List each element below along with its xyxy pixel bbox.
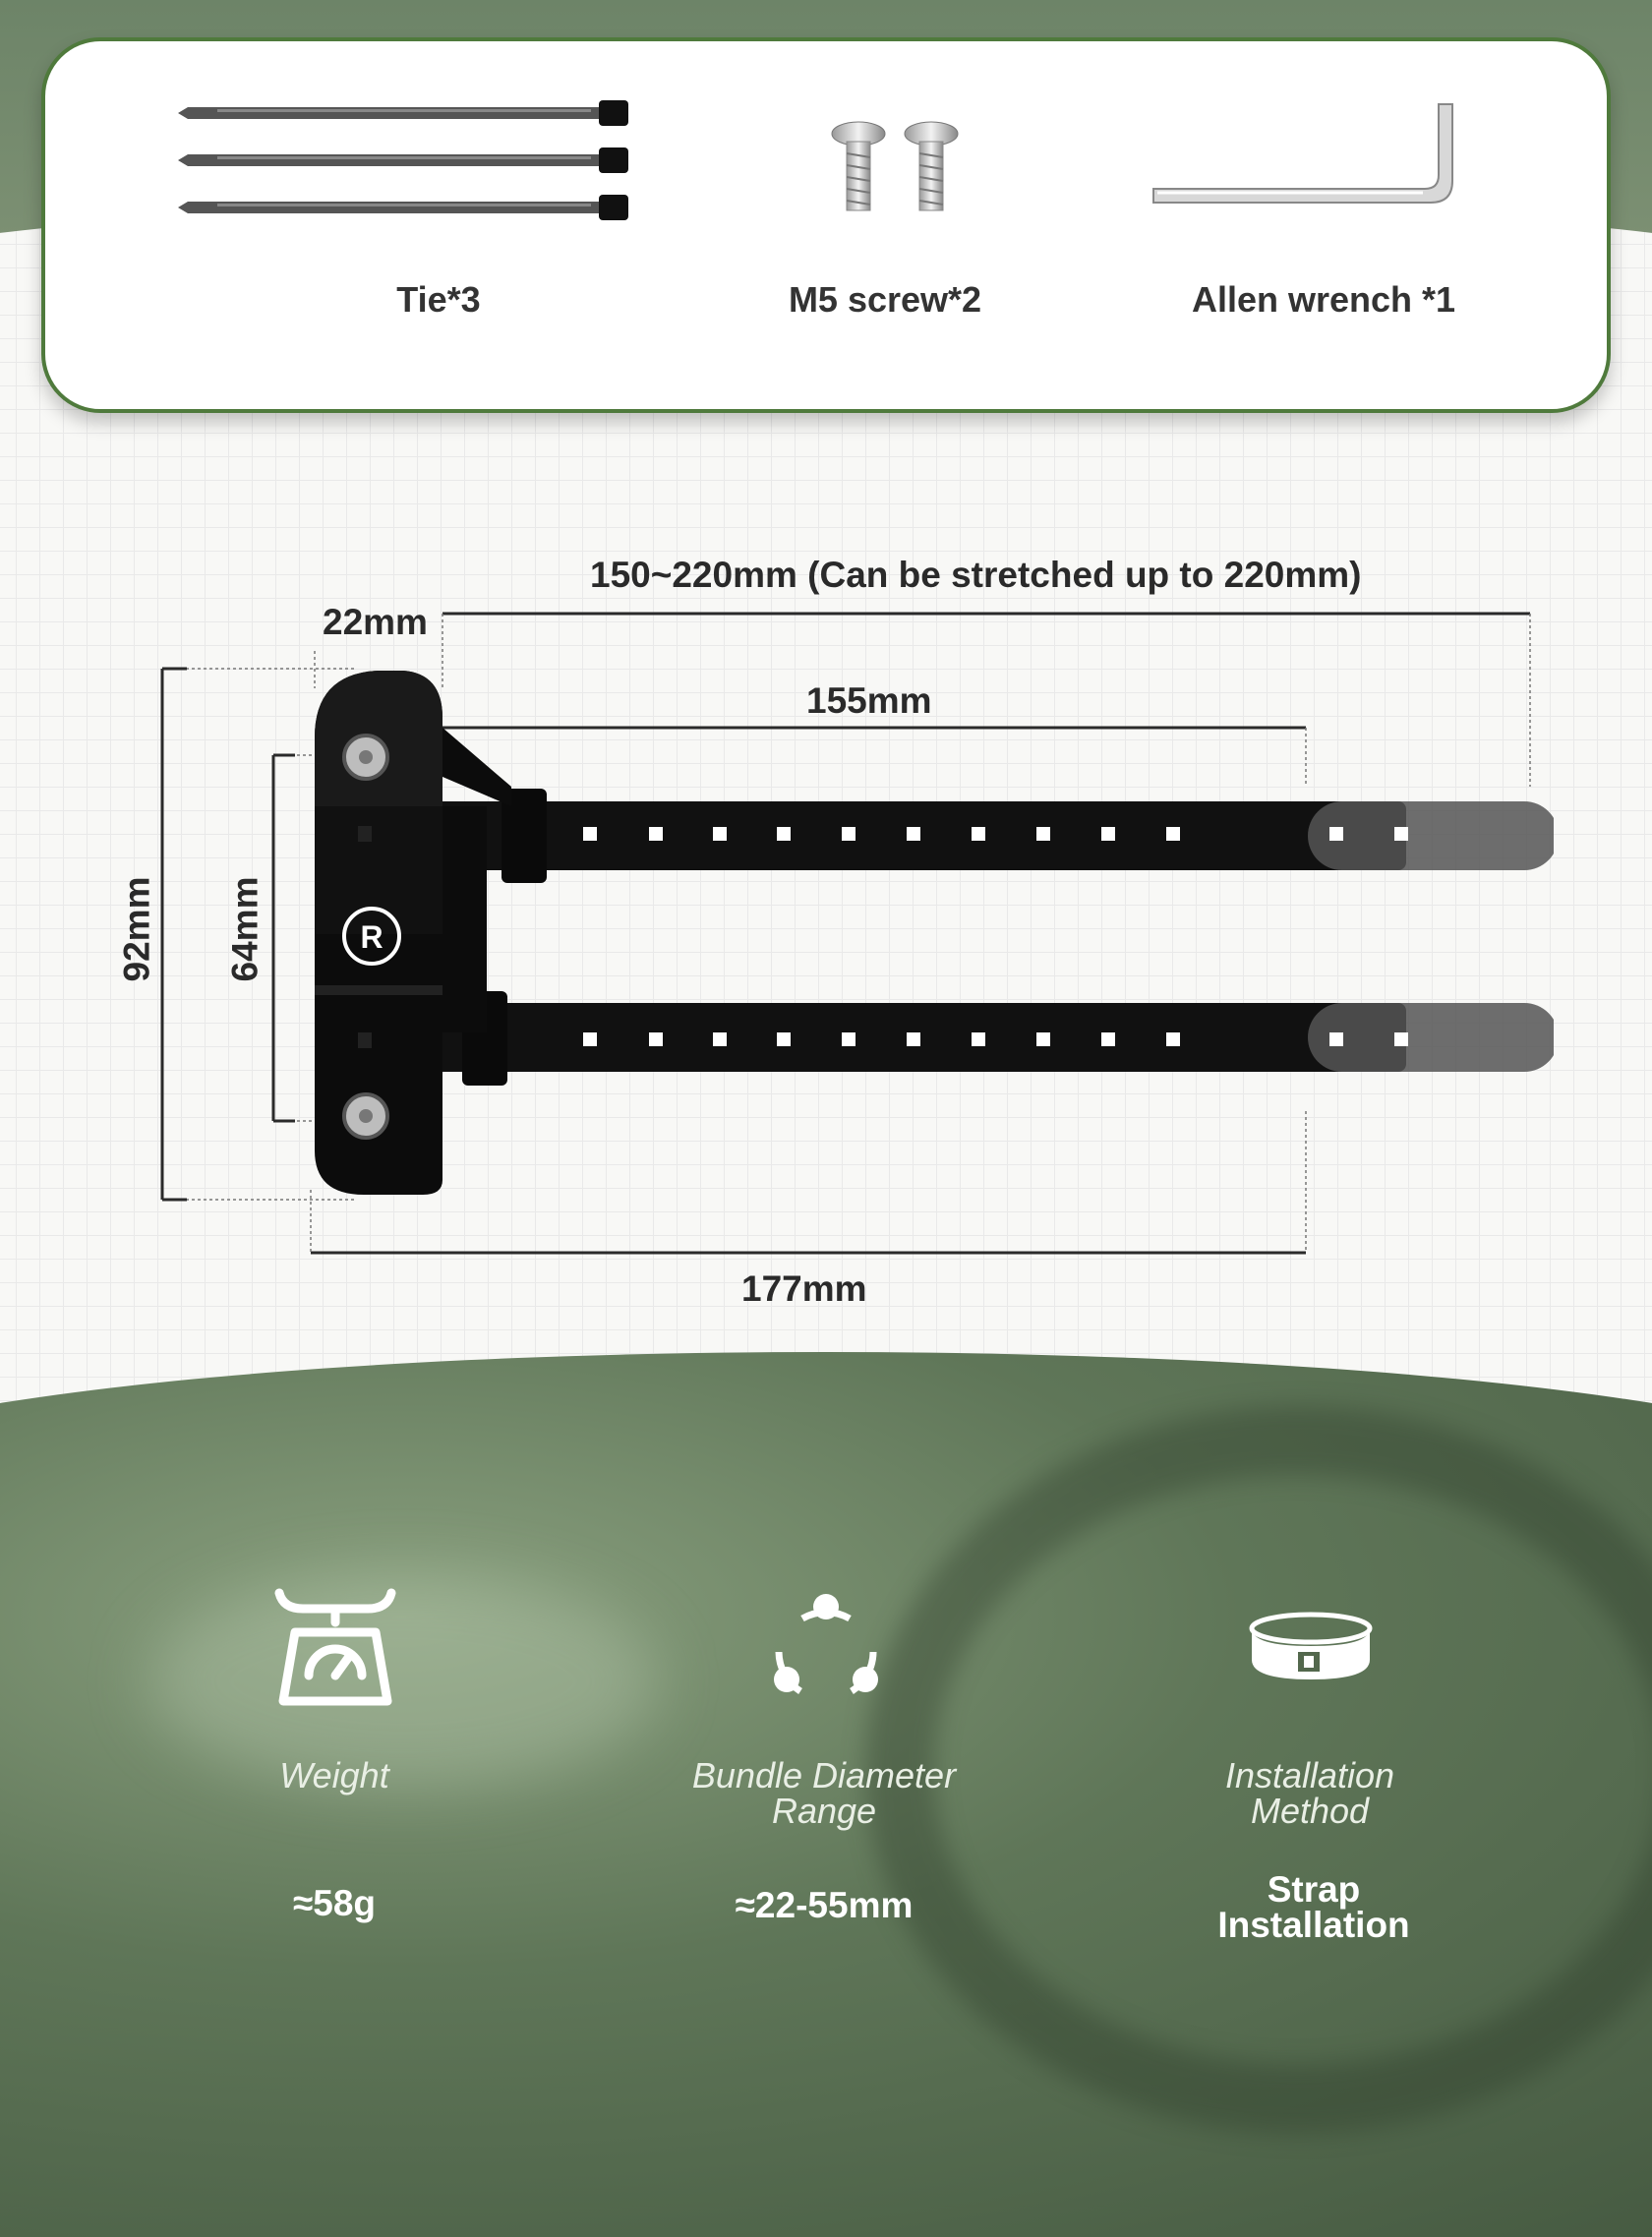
accessory-label-tie: Tie*3 bbox=[396, 279, 481, 320]
scale-icon bbox=[273, 1585, 397, 1709]
dim-strap-length-label: 155mm bbox=[806, 680, 932, 721]
feature-title-bundle-diameter: Bundle Diameter Range bbox=[691, 1755, 957, 1831]
svg-text:R: R bbox=[360, 919, 384, 955]
feature-title-installation: Installation Method bbox=[1224, 1755, 1395, 1831]
strap-icon bbox=[1247, 1609, 1375, 1687]
background-blur bbox=[148, 1573, 659, 1790]
strap-top bbox=[384, 798, 1554, 870]
dim-hole-spacing-label: 64mm bbox=[224, 876, 266, 982]
product-mount bbox=[295, 659, 1554, 1209]
dim-total-length-label: 177mm bbox=[741, 1268, 867, 1309]
dim-height-label: 92mm bbox=[116, 876, 157, 982]
accessory-label-screw: M5 screw*2 bbox=[788, 279, 982, 320]
accessory-label-allen-wrench: Allen wrench *1 bbox=[1191, 279, 1456, 320]
feature-value-installation: Strap Installation bbox=[1217, 1869, 1410, 1945]
feature-value-bundle-diameter: ≈22-55mm bbox=[735, 1885, 914, 1925]
strap-bottom bbox=[384, 1003, 1554, 1072]
dim-stretch-label: 150~220mm (Can be stretched up to 220mm) bbox=[590, 555, 1362, 595]
dim-mount-width-label: 22mm bbox=[323, 602, 428, 642]
feature-title-weight: Weight bbox=[279, 1755, 389, 1795]
diameter-range-icon bbox=[767, 1589, 885, 1707]
feature-value-weight: ≈58g bbox=[292, 1883, 377, 1923]
